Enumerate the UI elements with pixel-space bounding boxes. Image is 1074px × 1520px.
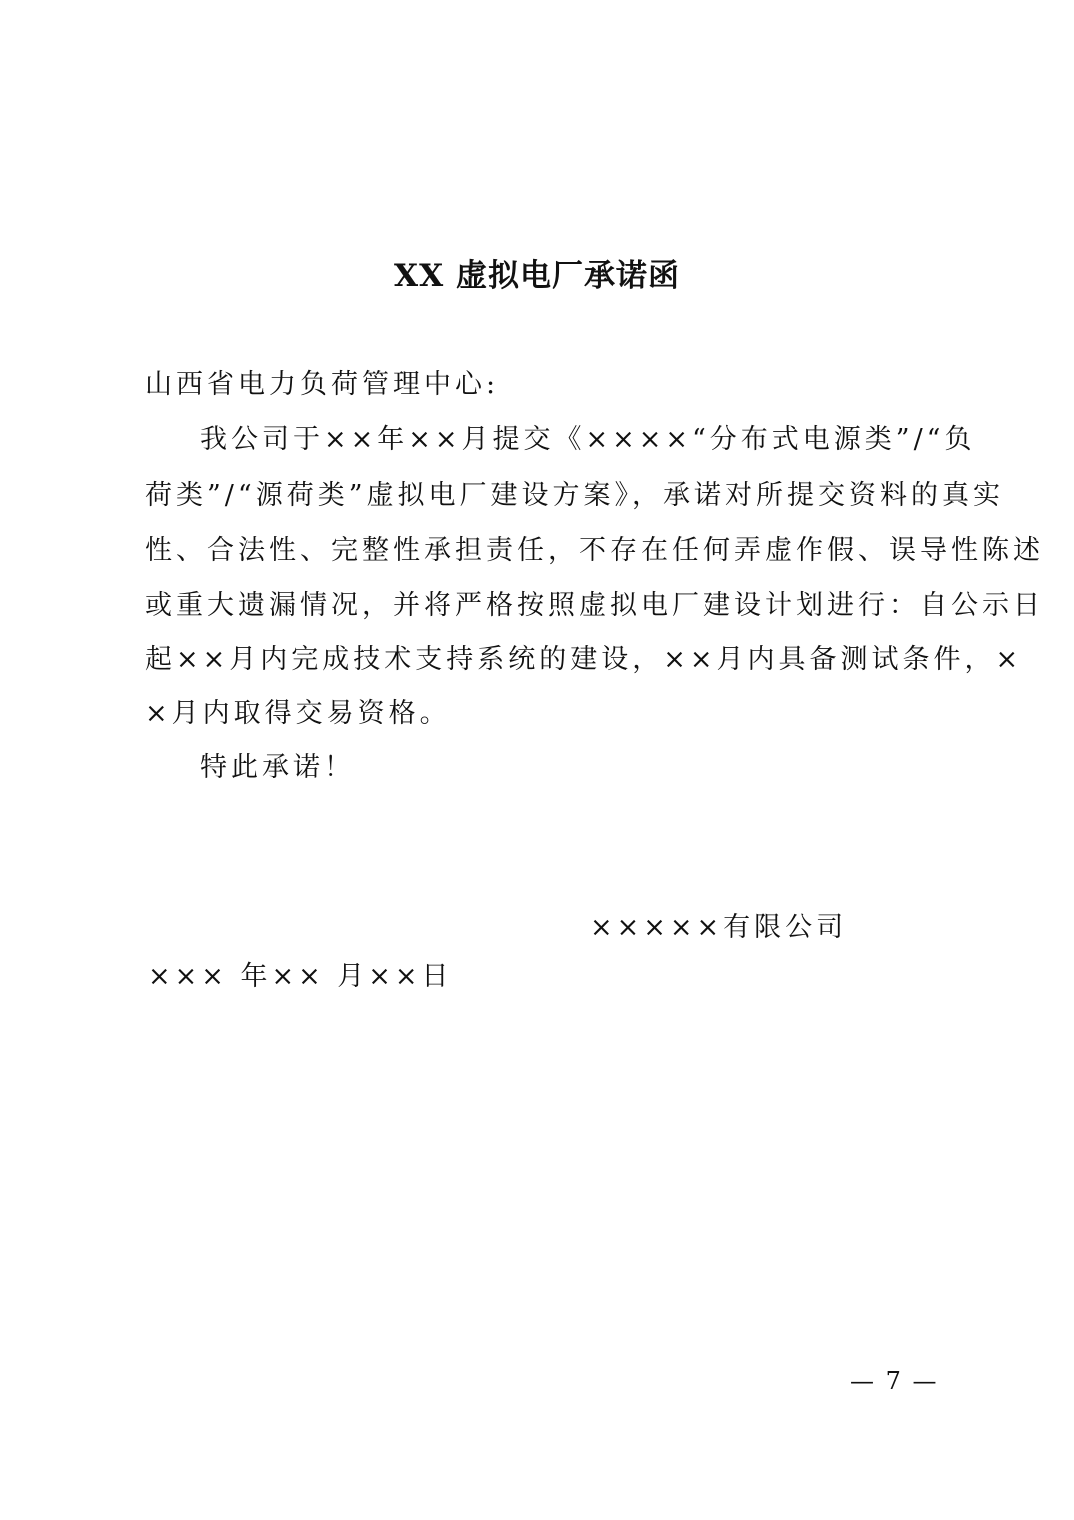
addressee: 山西省电力负荷管理中心: <box>145 369 500 400</box>
body-line-3: 性、合法性、完整性承担责任，不存在任何弄虚作假、误导性陈述 <box>145 535 1044 566</box>
body-line-6: ×月内取得交易资格。 <box>145 698 451 729</box>
body-line-5: 起××月内完成技术支持系统的建设，××月内具备测试条件，× <box>145 644 1023 675</box>
company-name: ×××××有限公司 <box>590 912 848 943</box>
document-title: XX 虚拟电厂承诺函 <box>394 258 680 294</box>
page-number: — 7 — <box>850 1367 939 1395</box>
signature-date: ××× 年×× 月××日 <box>148 961 453 992</box>
body-line-4: 或重大遗漏情况，并将严格按照虚拟电厂建设计划进行：自公示日 <box>145 590 1044 621</box>
body-line-1: 我公司于××年××月提交《××××“分布式电源类”/“负 <box>200 424 976 455</box>
closing-line: 特此承诺！ <box>200 752 355 783</box>
body-line-2: 荷类”/“源荷类”虚拟电厂建设方案》，承诺对所提交资料的真实 <box>145 480 1005 511</box>
